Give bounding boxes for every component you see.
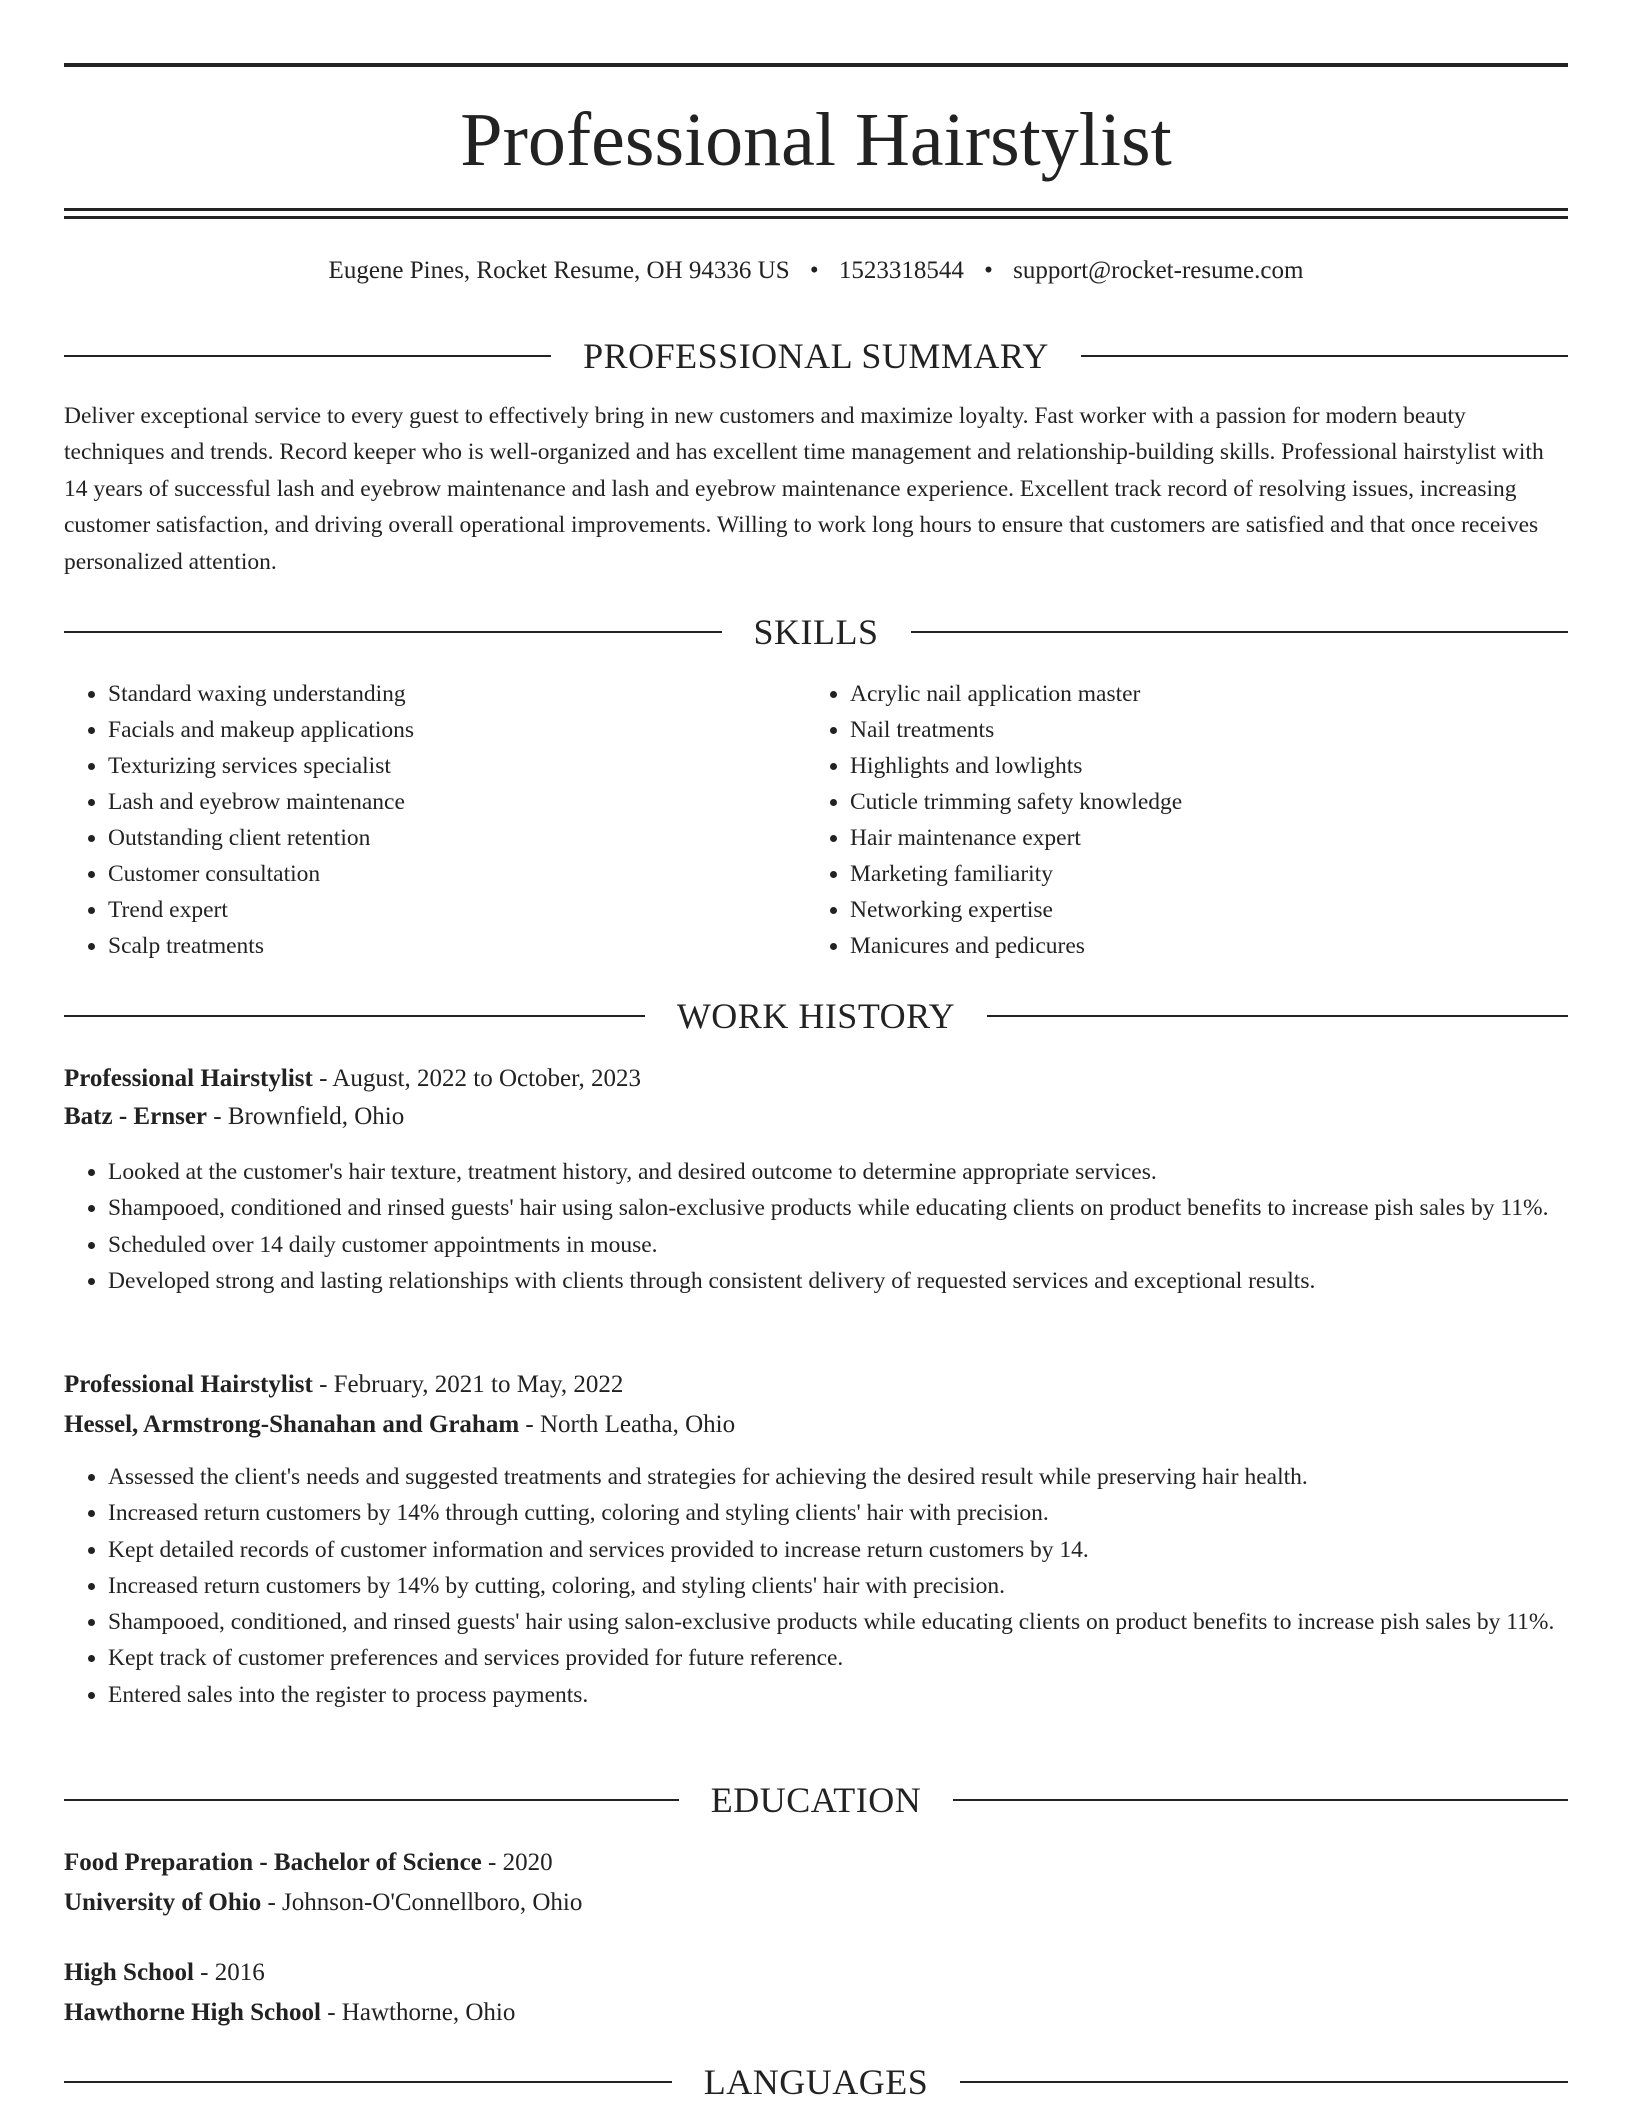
heading-rule	[987, 1015, 1568, 1017]
education-degree: High School	[64, 1959, 194, 1986]
skill-item: • Hair maintenance expert	[850, 820, 1550, 856]
education-school: University of Ohio	[64, 1889, 262, 1916]
job-bullet: • Looked at the customer's hair texture, treatment history, and desired outcome to determine appropriate services.	[108, 1154, 1612, 1190]
education-year: - 2016	[193, 1959, 265, 1986]
skill-item: • Cuticle trimming safety knowledge	[850, 784, 1550, 820]
heading-rule	[911, 631, 1569, 633]
education-degree-line	[64, 1955, 1568, 1991]
job-title: Professional Hairstylist	[64, 1371, 313, 1398]
job-bullet: • Increased return customers by 14% through cutting, coloring and styling clients' hair with precision.	[108, 1495, 1612, 1531]
skill-item: • Standard waxing understanding	[108, 676, 808, 712]
job-bullets	[64, 1154, 1612, 1299]
section-title: PROFESSIONAL SUMMARY	[583, 336, 1049, 376]
section-heading-languages	[64, 2060, 1568, 2104]
education-school: Hawthorne High School	[64, 1999, 321, 2026]
job-bullet: • Shampooed, conditioned, and rinsed guests' hair using salon-exclusive products while educating clients on product benefits to increase pish sales by 11%.	[108, 1604, 1612, 1640]
job-bullets	[64, 1459, 1612, 1713]
contact-separator: •	[809, 257, 819, 284]
job-dates: - February, 2021 to May, 2022	[312, 1371, 624, 1398]
skill-item: • Customer consultation	[108, 856, 808, 892]
section-title: EDUCATION	[710, 1780, 922, 1820]
header-bottom-rule	[64, 208, 1568, 211]
education-location: - Johnson-O'Connellboro, Ohio	[261, 1889, 583, 1916]
job-bullet: • Increased return customers by 14% by cutting, coloring, and styling clients' hair with precision.	[108, 1568, 1612, 1604]
job-location: - North Leatha, Ohio	[519, 1411, 736, 1438]
job-bullet: • Scheduled over 14 daily customer appointments in mouse.	[108, 1227, 1612, 1263]
job-employer: Batz - Ernser	[64, 1103, 208, 1130]
resume-title: Professional Hairstylist	[460, 98, 1172, 182]
job-bullet: • Kept detailed records of customer information and services provided to increase return customers by 14.	[108, 1532, 1612, 1568]
education-location: - Hawthorne, Ohio	[320, 1999, 516, 2026]
heading-rule	[64, 1799, 679, 1801]
skill-item: • Facials and makeup applications	[108, 712, 808, 748]
job-bullet: • Assessed the client's needs and suggested treatments and strategies for achieving the desired result while preserving hair health.	[108, 1459, 1612, 1495]
job-bullet: • Kept track of customer preferences and services provided for future reference.	[108, 1640, 1612, 1676]
summary-text: Deliver exceptional service to every guest to effectively bring in new customers and maximize loyalty. Fast worker with a passion for modern beauty techniques and trends. Record keeper who is well-organized and has excellent time management and relationship-building skills. Professional hairstylist with 14 years of successful lash and eyebrow maintenance and lash and eyebrow maintenance experience. Excellent track record of resolving issues, increasing customer satisfaction, and driving overall operational improvements. Willing to work long hours to ensure that customers are satisfied and that once receives personalized attention.	[64, 403, 1544, 575]
education-school-line	[64, 1995, 1568, 2031]
skill-item: • Outstanding client retention	[108, 820, 808, 856]
education-degree: Food Preparation - Bachelor of Science	[64, 1849, 482, 1876]
job-location: - Brownfield, Ohio	[207, 1103, 405, 1130]
skill-item: • Lash and eyebrow maintenance	[108, 784, 808, 820]
education-degree-line	[64, 1845, 1568, 1881]
skill-item: • Acrylic nail application master	[850, 676, 1550, 712]
heading-rule	[64, 1015, 645, 1017]
skill-item: • Highlights and lowlights	[850, 748, 1550, 784]
skill-item: • Networking expertise	[850, 892, 1550, 928]
education-school-line	[64, 1885, 1568, 1921]
job-title: Professional Hairstylist	[64, 1065, 313, 1092]
heading-rule	[64, 355, 551, 357]
heading-rule	[953, 1799, 1568, 1801]
section-title: SKILLS	[753, 612, 879, 652]
job-title-line	[64, 1367, 1568, 1403]
section-title: WORK HISTORY	[676, 996, 956, 1036]
job-employer-line	[64, 1099, 1568, 1135]
contact-email: support@rocket-resume.com	[1013, 257, 1304, 284]
skill-item: • Texturizing services specialist	[108, 748, 808, 784]
skill-item: • Marketing familiarity	[850, 856, 1550, 892]
job-dates: - August, 2022 to October, 2023	[312, 1065, 641, 1092]
heading-rule	[960, 2081, 1568, 2083]
job-employer: Hessel, Armstrong-Shanahan and Graham	[64, 1411, 520, 1438]
job-bullet: • Developed strong and lasting relationships with clients through consistent delivery of requested services and exceptional results.	[108, 1263, 1612, 1299]
skill-item: • Trend expert	[108, 892, 808, 928]
contact-address: Eugene Pines, Rocket Resume, OH 94336 US	[328, 257, 790, 284]
contact-phone: 1523318544	[838, 257, 964, 284]
section-heading-education	[64, 1778, 1568, 1822]
skill-item: • Manicures and pedicures	[850, 928, 1550, 964]
job-bullet: • Shampooed, conditioned and rinsed guests' hair using salon-exclusive products while educating clients on product benefits to increase pish sales by 11%.	[108, 1190, 1612, 1226]
job-employer-line	[64, 1407, 1568, 1443]
skills-list-right	[806, 676, 1550, 964]
skill-item: • Nail treatments	[850, 712, 1550, 748]
job-bullet: • Entered sales into the register to process payments.	[108, 1677, 1612, 1713]
skill-item: • Scalp treatments	[108, 928, 808, 964]
header-top-rule	[64, 63, 1568, 67]
section-heading-work-history	[64, 994, 1568, 1038]
heading-rule	[1081, 355, 1568, 357]
education-year: - 2020	[481, 1849, 553, 1876]
heading-rule	[64, 631, 722, 633]
job-title-line	[64, 1061, 1568, 1097]
contact-line	[64, 253, 1568, 289]
section-heading-skills	[64, 610, 1568, 654]
section-title: LANGUAGES	[703, 2062, 929, 2102]
section-heading-summary	[64, 334, 1568, 378]
skills-list-left	[64, 676, 808, 964]
header-bottom-rule-2	[64, 216, 1568, 219]
contact-separator: •	[984, 257, 993, 284]
heading-rule	[64, 2081, 672, 2083]
